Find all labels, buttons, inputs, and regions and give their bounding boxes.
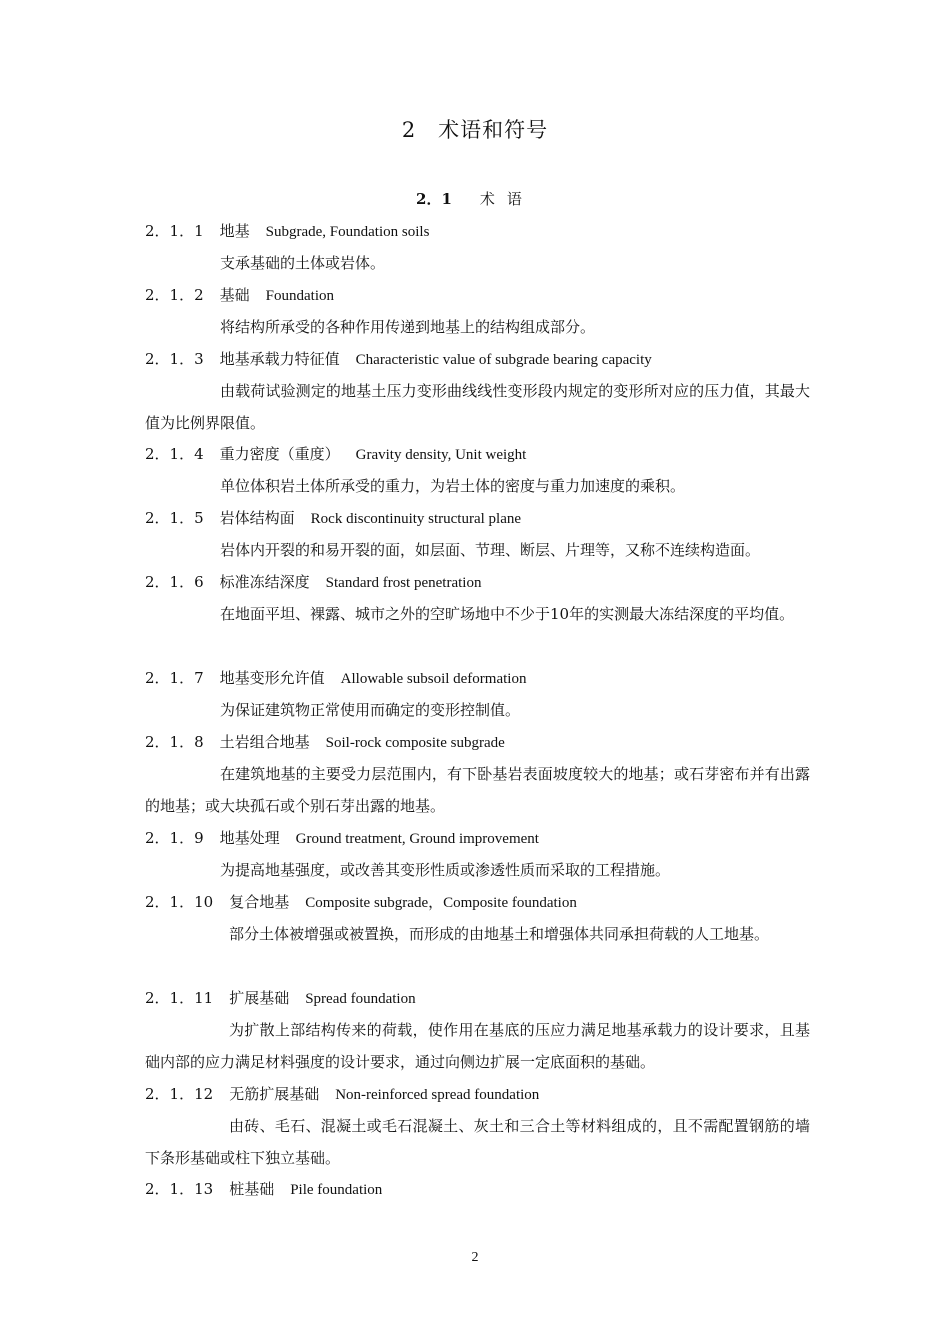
section-number: 2．1 bbox=[416, 190, 452, 208]
term-english: Non-reinforced spread foundation bbox=[335, 1087, 540, 1103]
term-definition: 将结构所承受的各种作用传递到地基上的结构组成部分。 bbox=[220, 318, 596, 336]
page-number: 2 bbox=[471, 1250, 479, 1265]
term-heading bbox=[145, 662, 810, 695]
term-number: 2．1．4 bbox=[145, 445, 204, 463]
term-english: Rock discontinuity structural plane bbox=[310, 511, 522, 527]
term-chinese: 土岩组合地基 bbox=[219, 733, 310, 751]
term-number: 2．1．6 bbox=[145, 573, 204, 591]
term-chinese: 基础 bbox=[219, 286, 250, 304]
term-number: 2．1．10 bbox=[145, 893, 214, 911]
term-heading bbox=[145, 279, 810, 312]
term-chinese: 扩展基础 bbox=[229, 989, 290, 1007]
term-english: Soil-rock composite subgrade bbox=[325, 735, 505, 751]
term-chinese: 地基 bbox=[219, 222, 250, 240]
term-number: 2．1．7 bbox=[145, 669, 204, 687]
term-definition: 单位体积岩土体所承受的重力，为岩土体的密度与重力加速度的乘积。 bbox=[220, 477, 686, 495]
term-definition: 在地面平坦、裸露、城市之外的空旷场地中不少于10年的实测最大冻结深度的平均值。 bbox=[220, 605, 795, 623]
term-english: Gravity density, Unit weight bbox=[355, 447, 527, 463]
term-definition: 部分土体被增强或被置换，而形成的由地基土和增强体共同承担荷载的人工地基。 bbox=[229, 925, 770, 943]
term-english: Composite subgrade，Composite foundation bbox=[305, 895, 577, 911]
term-definition: 为扩散上部结构传来的荷载，使作用在基底的压应力满足地基承载力的设计要求，且基础内部的应力满足材料强度的设计要求，通过向侧边扩展一定底面积的基础。 bbox=[145, 1021, 810, 1071]
term-english: Ground treatment, Ground improvement bbox=[295, 831, 539, 847]
term-chinese: 岩体结构面 bbox=[219, 509, 295, 527]
term-heading bbox=[145, 1078, 810, 1111]
term-definition: 由载荷试验测定的地基土压力变形曲线线性变形段内规定的变形所对应的压力值，其最大值为比例界限值。 bbox=[145, 382, 810, 432]
term-number: 2．1．1 bbox=[145, 222, 204, 240]
section-title-text: 术语 bbox=[479, 190, 534, 208]
term-chinese: 地基变形允许值 bbox=[219, 669, 325, 687]
term-number: 2．1．8 bbox=[145, 733, 204, 751]
term-definition: 为保证建筑物正常使用而确定的变形控制值。 bbox=[220, 701, 521, 719]
term-heading bbox=[145, 886, 810, 919]
term-heading bbox=[145, 438, 810, 471]
chapter-title: 2 术语和符号 bbox=[401, 118, 549, 142]
term-chinese: 地基处理 bbox=[219, 829, 280, 847]
term-english: Standard frost penetration bbox=[325, 575, 482, 591]
term-number: 2．1．12 bbox=[145, 1085, 214, 1103]
term-number: 2．1．9 bbox=[145, 829, 204, 847]
term-chinese: 重力密度（重度） bbox=[219, 445, 340, 463]
term-heading bbox=[145, 822, 810, 855]
term-number: 2．1．3 bbox=[145, 350, 204, 368]
term-definition: 由砖、毛石、混凝土或毛石混凝土、灰土和三合土等材料组成的，且不需配置钢筋的墙下条形基础或柱下独立基础。 bbox=[145, 1117, 810, 1167]
term-english: Characteristic value of subgrade bearing capacity bbox=[355, 352, 652, 368]
term-heading bbox=[145, 215, 810, 248]
term-chinese: 桩基础 bbox=[229, 1180, 275, 1198]
term-definition: 在建筑地基的主要受力层范围内，有下卧基岩表面坡度较大的地基；或石芽密布并有出露的地基；或大块孤石或个别石芽出露的地基。 bbox=[145, 765, 810, 815]
term-number: 2．1．13 bbox=[145, 1180, 214, 1198]
term-heading bbox=[145, 566, 810, 599]
term-heading bbox=[145, 726, 810, 759]
term-english: Subgrade, Foundation soils bbox=[265, 224, 430, 240]
term-english: Foundation bbox=[265, 288, 334, 304]
term-english: Allowable subsoil deformation bbox=[340, 671, 527, 687]
term-chinese: 地基承载力特征值 bbox=[219, 350, 340, 368]
term-number: 2．1．2 bbox=[145, 286, 204, 304]
term-chinese: 标准冻结深度 bbox=[219, 573, 310, 591]
term-chinese: 复合地基 bbox=[229, 893, 290, 911]
term-english: Pile foundation bbox=[290, 1182, 383, 1198]
term-english: Spread foundation bbox=[305, 991, 416, 1007]
term-definition: 岩体内开裂的和易开裂的面，如层面、节理、断层、片理等，又称不连续构造面。 bbox=[220, 541, 761, 559]
term-number: 2．1．11 bbox=[145, 989, 214, 1007]
term-heading bbox=[145, 982, 810, 1015]
section-heading bbox=[0, 188, 950, 209]
term-definition: 支承基础的土体或岩体。 bbox=[220, 254, 386, 272]
term-heading bbox=[145, 1173, 810, 1206]
term-number: 2．1．5 bbox=[145, 509, 204, 527]
term-chinese: 无筋扩展基础 bbox=[229, 1085, 320, 1103]
term-definition: 为提高地基强度，或改善其变形性质或渗透性质而采取的工程措施。 bbox=[220, 861, 671, 879]
term-heading bbox=[145, 343, 810, 376]
term-heading bbox=[145, 502, 810, 535]
